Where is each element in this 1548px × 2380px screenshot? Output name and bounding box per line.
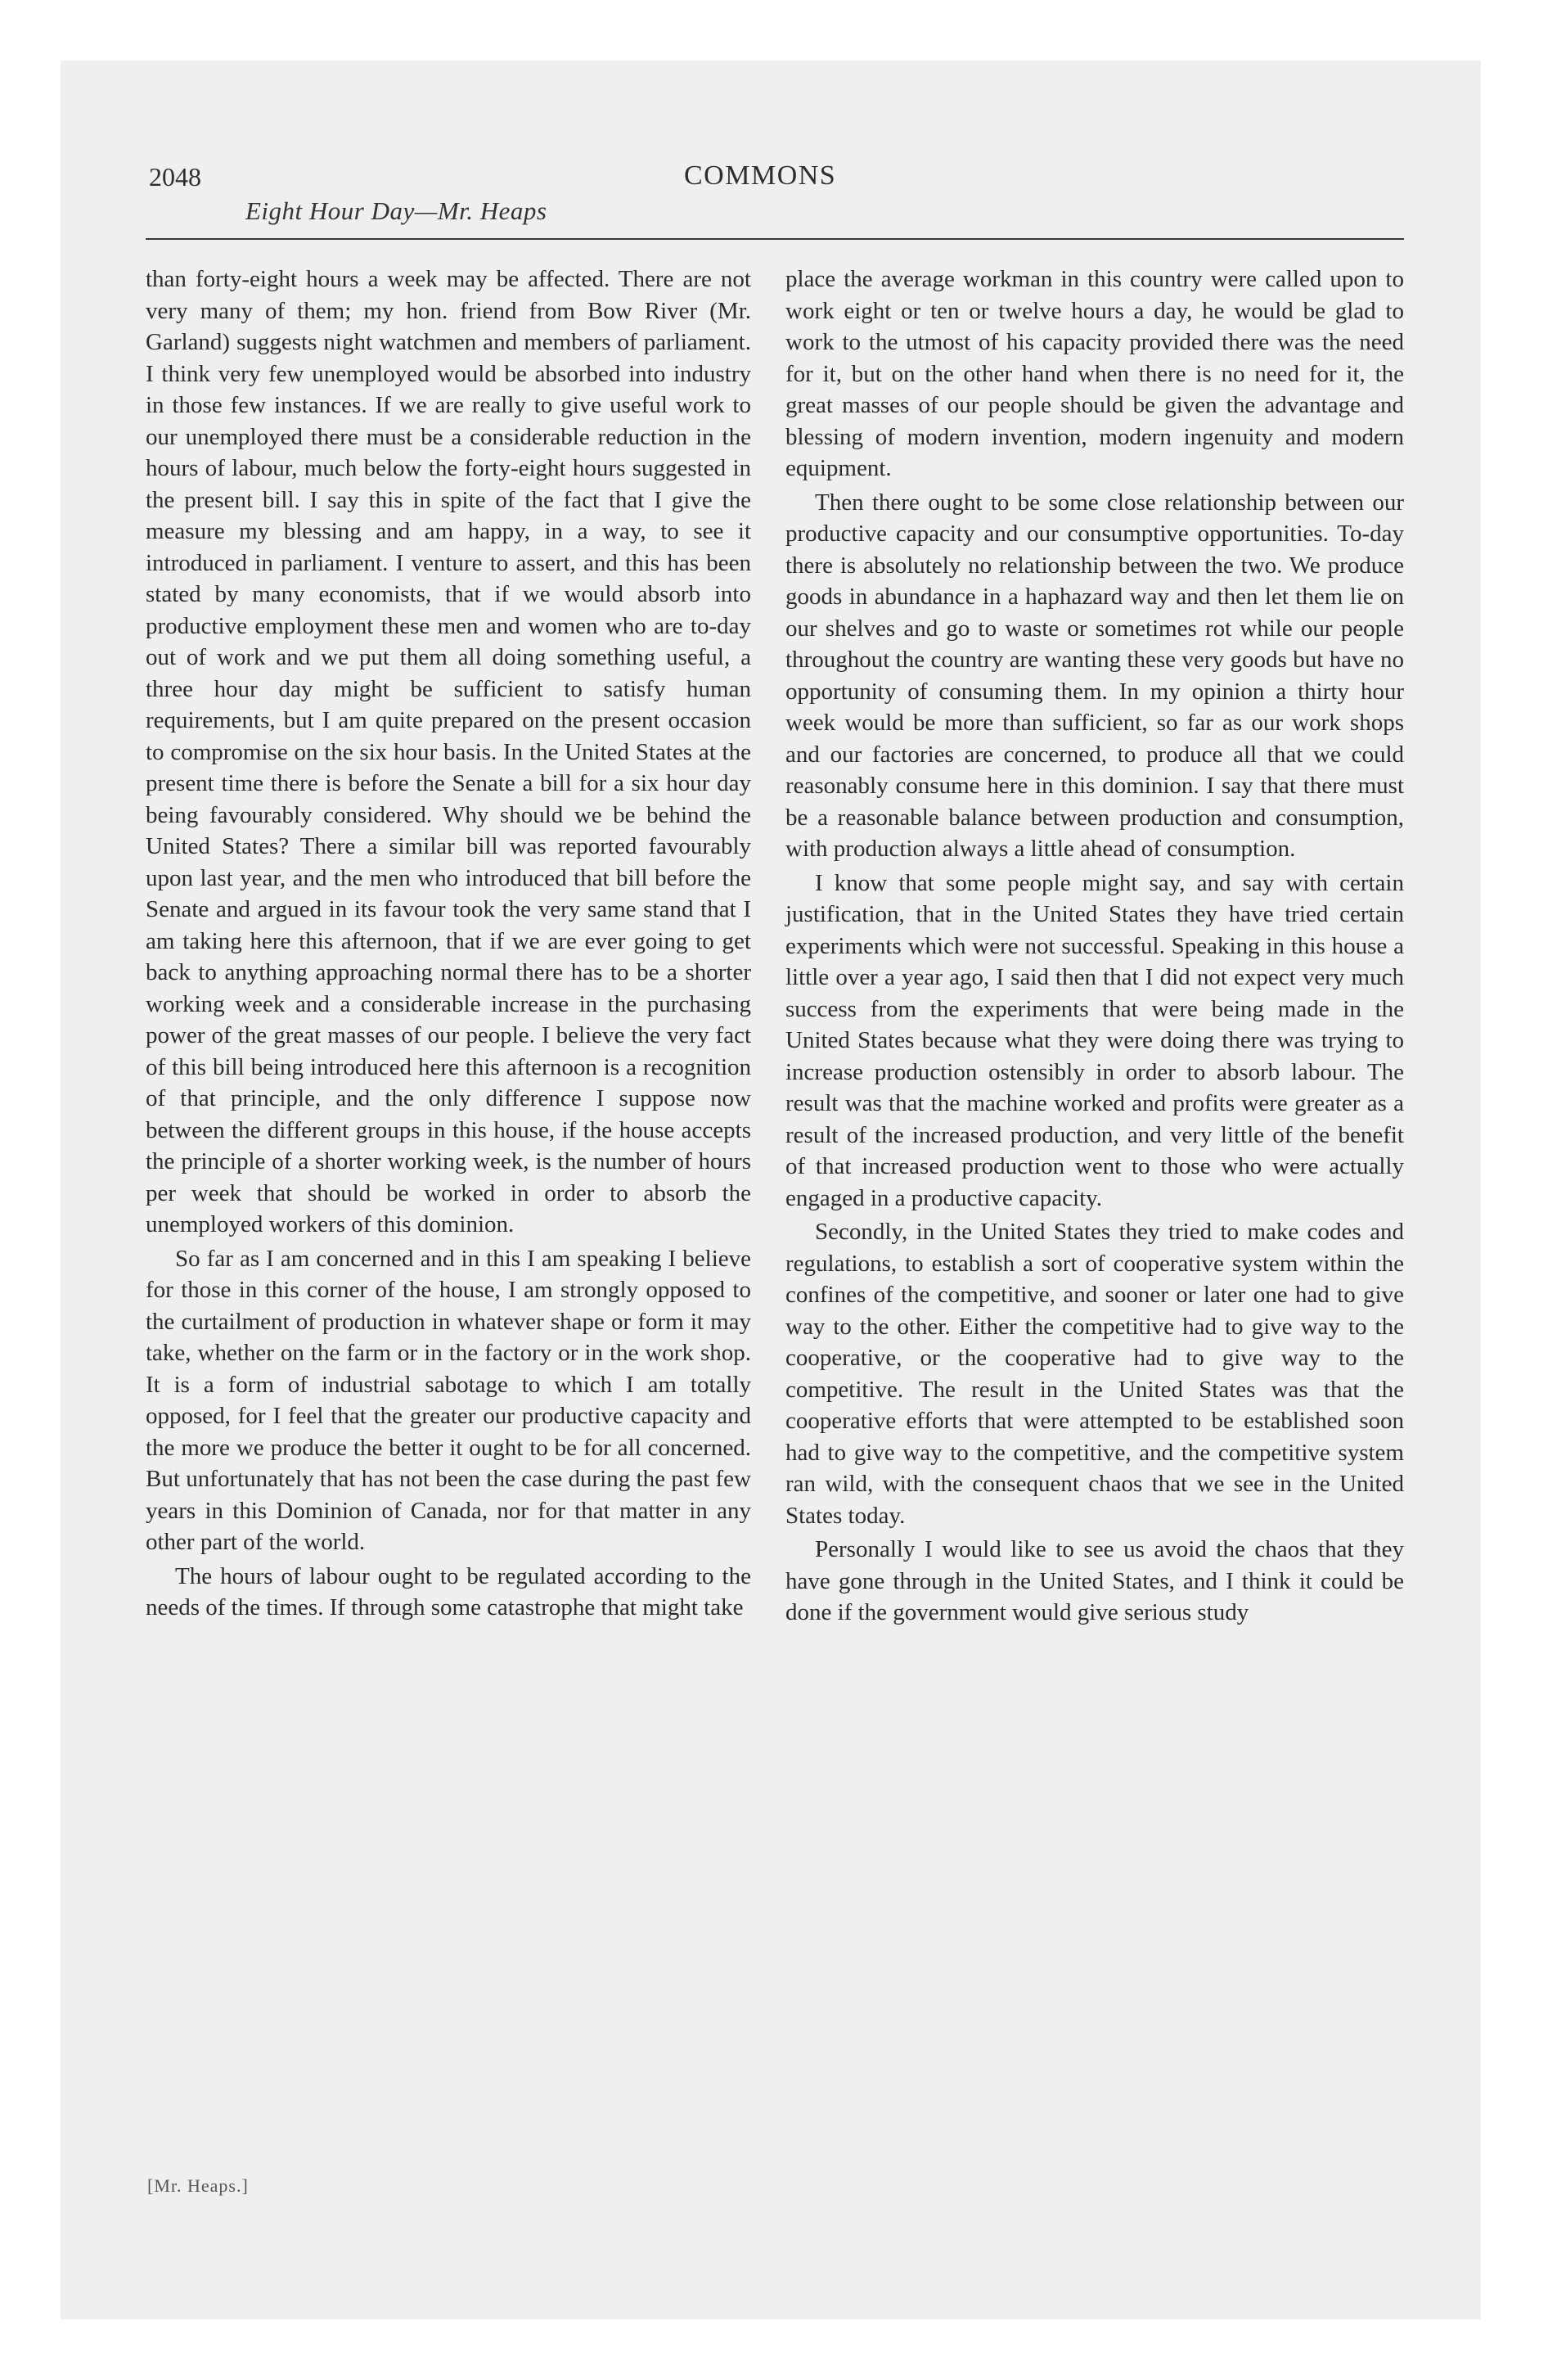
running-title: Eight Hour Day—Mr. Heaps — [245, 196, 547, 225]
header-rule — [146, 238, 1404, 240]
paragraph: Personally I would like to see us avoid the chaos that they have gone through in the United States, and I think it could be done if the government would give serious study — [785, 1536, 1404, 1625]
paragraph: I know that some people might say, and say with certain justification, that in the United States they have tried certain experiments which were not successful. Speaking in this house a little over a year ago, I said then that I did not expect very much success from the experiments that were being made in the United States because what they were doing there was trying to increase production ostensibly in order to absorb labour. The result was that the machine worked and profits were greater as a result of the increased production, and very little of the benefit of that increased production went to those who were actually engaged in a productive capacity. — [785, 869, 1404, 1211]
paragraph: The hours of labour ought to be regulated according to the needs of the times. If through some catastrophe that might take — [146, 1562, 751, 1620]
right-column — [785, 264, 1404, 1631]
page-number: 2048 — [149, 162, 201, 192]
section-name: COMMONS — [684, 160, 837, 191]
paragraph: place the average workman in this country were called upon to work eight or ten or twelve hours a day, he would be glad to work to the utmost of his capacity provided there was the need for it, but on the other hand when there is no need for it, the great masses of our people should be given the advantage and blessing of modern invention, modern ingenuity and modern equipment. — [785, 266, 1404, 481]
left-column — [146, 264, 751, 1626]
paragraph: So far as I am concerned and in this I am speaking I believe for those in this corner of the house, I am strongly opposed to the curtailment of production in whatever shape or form it may take, whether on the farm or in the factory or in the work shop. It is a form of industrial sabotage to which I am totally opposed, for I feel that the greater our productive capacity and the more we produce the better it ought to be for all concerned. But unfortunately that has not been the case during the past few years in this Dominion of Canada, nor for that matter in any other part of the world. — [146, 1245, 751, 1555]
paragraph: Secondly, in the United States they tried to make codes and regulations, to establish a sort of cooperative system within the confines of the competitive, and sooner or later one had to give way to the other. Either the competitive had to give way to the cooperative, or the cooperative had to give way to the competitive. The result in the United States was that the cooperative efforts that were attempted to be established soon had to give way to the competitive, and the competitive system ran wild, with the consequent chaos that we see in the United States today. — [785, 1219, 1404, 1529]
paragraph: Then there ought to be some close relationship between our productive capacity and our consumptive opportunities. To-day there is absolutely no relationship between the two. We produce goods in abundance in a haphazard way and then let them lie on our shelves and go to waste or sometimes rot while our people throughout the country are wanting these very goods but have no opportunity of consuming them. In my opinion a thirty hour week would be more than sufficient, so far as our work shops and our factories are concerned, to produce all that we could reasonably consume here in this dominion. I say that there must be a reasonable balance between production and consumption, with production always a little ahead of consumption. — [785, 489, 1404, 862]
paragraph: than forty-eight hours a week may be affected. There are not very many of them; my hon. friend from Bow River (Mr. Garland) suggests night watchmen and members of parliament. I think very few unemployed would be absorbed into industry in those few instances. If we are really to give useful work to our unemployed there must be a considerable reduction in the hours of labour, much below the forty-eight hours suggested in the present bill. I say this in spite of the fact that I give the measure my blessing and am happy, in a way, to see it introduced in parliament. I venture to assert, and this has been stated by many economists, that if we would absorb into productive employment these men and women who are to-day out of work and we put them all doing something useful, a three hour day might be sufficient to satisfy human requirements, but I am quite prepared on the present occasion to compromise on the six hour basis. In the United States at the present time there is before the Senate a bill for a six hour day being favourably considered. Why should we be behind the United States? There a similar bill was reported favourably upon last year, and the men who introduced that bill before the Senate and argued in its favour took the very same stand that I am taking here this afternoon, that if we are ever going to get back to anything approaching normal there has to be a shorter working week and a considerable increase in the purchasing power of the great masses of our people. I believe the very fact of this bill being introduced here this afternoon is a recognition of that principle, and the only difference I suppose now between the different groups in this house, if the house accepts the principle of a shorter working week, is the number of hours per week that should be worked in order to absorb the unemployed workers of this dominion. — [146, 266, 751, 1237]
speaker-footnote: [Mr. Heaps.] — [147, 2175, 249, 2196]
